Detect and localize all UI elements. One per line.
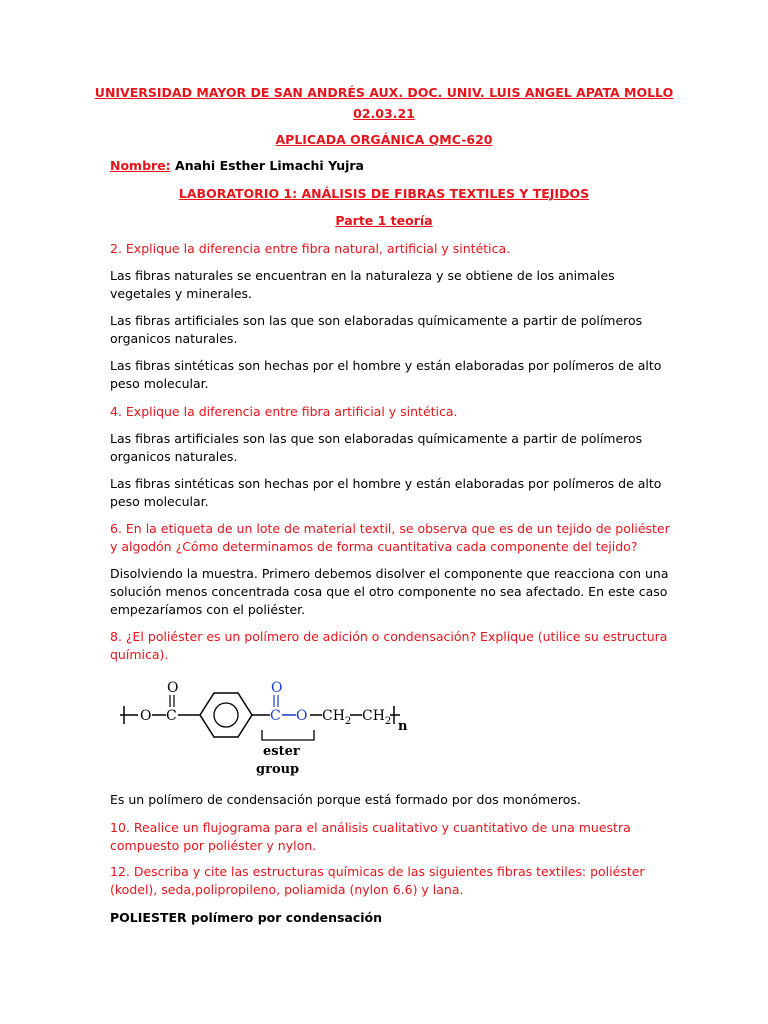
polyester-structure-diagram (118, 678, 418, 782)
part-title: Parte 1 teoría (335, 213, 433, 228)
repeat-subscript: n (398, 719, 408, 734)
ester-bracket (262, 730, 314, 740)
c-ester-atom: C (270, 708, 281, 724)
question-4: 4. Explique la diferencia entre fibra artificial y sintética. (110, 404, 458, 419)
university-header: UNIVERSIDAD MAYOR DE SAN ANDRÉS AUX. DOC. UNIV. LUIS ANGEL APATA MOLLO (94, 85, 674, 100)
ester-label: ester (263, 744, 300, 759)
ch2-group: $CH_2$ (362, 708, 392, 727)
o-carbonyl-ester: O (271, 680, 283, 696)
q2-answer-artificial: Las fibras artificiales son las que son elaboradas químicamente a partir de polímeros organicos naturales. (110, 313, 643, 346)
course-title: APLICADA ORGÁNICA QMC-620 (275, 132, 493, 147)
ch2-group: $CH_2$ (322, 708, 352, 727)
question-12: 12. Describa y cite las estructuras químicas de las siguientes fibras textiles: poliéster (kodel), seda,polipropileno, poliamida (nylon 6.6) y lana. (110, 864, 645, 897)
polyester-heading: POLIESTER polímero por condensación (110, 910, 383, 925)
question-2: 2. Explique la diferencia entre fibra natural, artificial y sintética. (110, 241, 511, 256)
question-6: 6. En la etiqueta de un lote de material textil, se observa que es de un tejido de poliéster y algodón ¿Cómo determinamos de forma cuantitativa cada componente del tejido? (110, 521, 670, 554)
q4-answer-artificial: Las fibras artificiales son las que son elaboradas químicamente a partir de polímeros organicos naturales. (110, 431, 643, 464)
name-value: Anahi Esther Limachi Yujra (170, 158, 364, 173)
o-left-atom: O (140, 708, 152, 724)
o-ester-atom: O (296, 708, 308, 724)
question-8: 8. ¿El poliéster es un polímero de adición o condensación? Explique (utilice su estructura química). (110, 629, 668, 662)
q8-answer: Es un polímero de condensación porque está formado por dos monómeros. (110, 792, 581, 807)
o-carbonyl-left: O (167, 680, 179, 696)
lab-title: LABORATORIO 1: ANÁLISIS DE FIBRAS TEXTILES Y TEJIDOS (178, 186, 590, 201)
q4-answer-synthetic: Las fibras sintéticas son hechas por el hombre y están elaboradas por polímeros de alto peso molecular. (110, 476, 662, 509)
question-10: 10. Realice un flujograma para el análisis cualitativo y cuantitativo de una muestra compuesto por poliéster y nylon. (110, 820, 631, 853)
benzene-ring (200, 693, 252, 737)
q2-answer-synthetic: Las fibras sintéticas son hechas por el hombre y están elaboradas por polímeros de alto peso molecular. (110, 358, 662, 391)
name-label: Nombre: (110, 158, 171, 173)
q2-answer-natural: Las fibras naturales se encuentran en la naturaleza y se obtiene de los animales vegetales y minerales. (110, 268, 615, 301)
date-line: 02.03.21 (353, 106, 415, 121)
q6-answer: Disolviendo la muestra. Primero debemos disolver el componente que reacciona con una solución menos concentrada cosa que el otro componente no sea afectado. En este caso empezaríamos con el poliéster. (110, 566, 669, 617)
c-left-atom: C (166, 708, 177, 724)
aromatic-circle (214, 703, 238, 727)
group-label: group (256, 762, 300, 777)
student-name (110, 157, 364, 175)
